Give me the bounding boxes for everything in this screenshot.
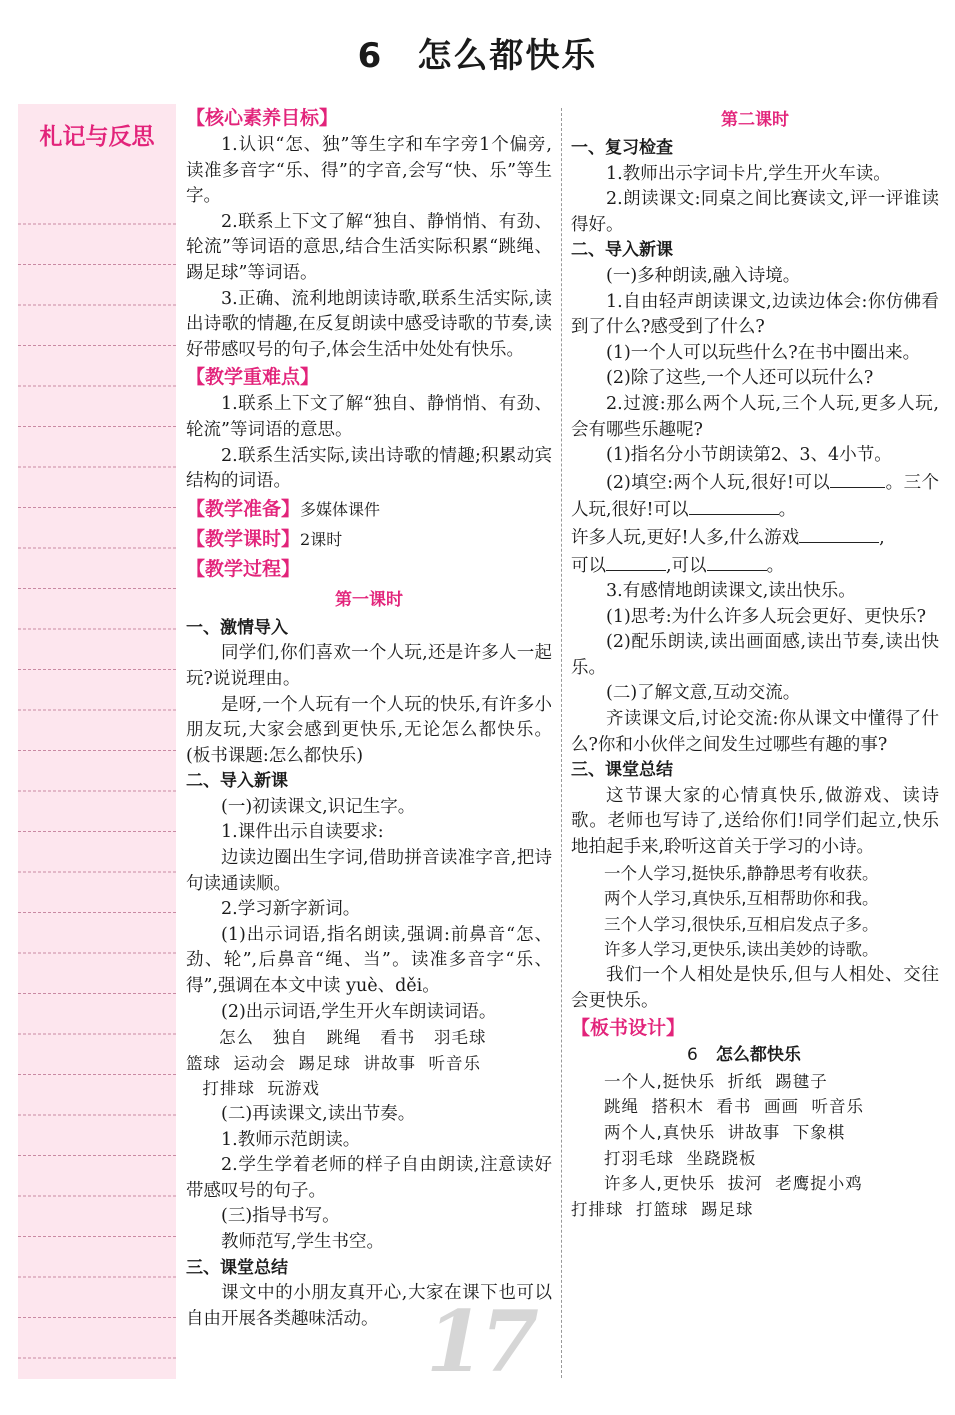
paragraph: 这节课大家的心情真快乐,做游戏、读诗歌。老师也写诗了,送给你们!同学们起立,快乐地拍起手来,聆听这首关于学习的小诗。 [571,785,939,858]
paragraph: 1.教师出示字词卡片,学生开火车读。 [606,163,891,184]
lesson-title: 怎么都快乐 [417,36,598,76]
column-divider [561,108,562,1378]
paragraph: (2)配乐朗读,读出画面感,读出节奏,读出快乐。 [571,632,939,678]
paragraph: 我们一个人相处是快乐,但与人相处、交往会更快乐。 [571,965,939,1011]
fill-blank [799,524,879,543]
prep-text: 多媒体课件 [300,499,381,519]
lesson-number: 6 [357,36,384,76]
paragraph: (1)一个人可以玩些什么?在书中圈出来。 [606,342,921,363]
fill-blank [606,552,666,571]
paragraph: 2.朗读课文:同桌之间比赛读文,评一评谁读得好。 [571,189,939,235]
fill-blank [689,496,779,515]
paragraph: 教师范写,学生书空。 [221,1231,385,1252]
board-line: 两个人,真快乐 讲故事 下象棋 [604,1122,846,1142]
section-heading: 二、导入新课 [571,240,673,261]
board-line: 一个人,挺快乐 折纸 踢毽子 [604,1071,828,1091]
notes-sidebar [18,104,176,1379]
fill-text: ,可以 [666,555,707,576]
fill-text: 可以 [571,555,606,576]
paragraph: 2.学习新字新词。 [221,899,361,920]
paragraph: 同学们,你们喜欢一个人玩,还是许多人一起玩?说说理由。 [186,643,552,689]
board-design-tag: 【板书设计】 [571,1017,686,1040]
goal-item: 1.认识“怎、独”等生字和车字旁1个偏旁,读准多音字“乐、得”的字音,会写“快、乐”等生字。 [186,135,552,207]
board-number: 6 [687,1045,698,1066]
paragraph: (二)再读课文,读出节奏。 [221,1104,416,1124]
paragraph: 2.学生学着老师的样子自由朗读,注意读好带感叹号的句子。 [186,1155,552,1201]
poem-line: 一个人学习,挺快乐,静静思考有收获。 [604,863,879,883]
left-text-column [186,104,552,1332]
paragraph: (1)思考:为什么许多人玩会更好、更快乐? [606,606,927,627]
page-number: 17 [426,1292,535,1391]
hours-text: 2课时 [300,529,343,549]
sidebar-title: 札记与反思 [39,124,155,150]
board-line: 许多人,更快乐 拔河 老鹰捉小鸡 [604,1174,863,1194]
board-line: 跳绳 搭积木 看书 画画 听音乐 [604,1097,864,1117]
goal-item: 3.正确、流利地朗读诗歌,联系生活实际,读出诗歌的情趣,在反复朗读中感受诗歌的节奏,读好带感叹号的句子,体会生活中处处有快乐。 [186,288,552,360]
key-points-tag: 【教学重难点】 [186,366,320,389]
key-point-item: 1.联系上下文了解“独自、静悄悄、有劲、轮流”等词语的意思。 [186,394,552,440]
fill-in-exercise [571,469,939,579]
paragraph: 3.有感情地朗读课文,读出快乐。 [606,581,856,602]
goal-item: 2.联系上下文了解“独自、静悄悄、有劲、轮流”等词语的意思,结合生活实际积累“跳绳、踢足球”等词语。 [186,211,552,283]
paragraph: 齐读课文后,讨论交流:你从课文中懂得了什么?你和小伙伴之间发生过哪些有趣的事? [571,709,939,755]
fill-text: 。三个人玩,很好!可以 [571,472,940,521]
section-heading: 三、课堂总结 [571,760,673,781]
paragraph: 1.课件出示自读要求: [221,822,384,843]
lesson-two-heading: 第二课时 [721,110,789,130]
prep-line [186,495,552,525]
fill-text: 。 [766,555,785,576]
paragraph: 2.过渡:那么两个人玩,三个人玩,更多人玩,会有哪些乐趣呢? [571,393,939,440]
paragraph: (一)多种朗读,融入诗境。 [606,265,801,286]
paragraph: 课文中的小朋友真开心,大家在课下也可以自由开展各类趣味活动。 [186,1283,552,1329]
paragraph: (1)出示词语,指名朗读,强调:前鼻音“怎、劲、轮”,后鼻音“绳、当”。读准多音字“乐、得”,强调在本文中读 yuè、děi。 [186,924,552,997]
section-heading: 一、复习检查 [571,138,673,158]
word-list: 打排球 玩游戏 [202,1079,320,1099]
prep-tag: 【教学准备】 [186,497,301,520]
word-list: 篮球 运动会 踢足球 讲故事 听音乐 [186,1053,481,1073]
goals-tag: 【核心素养目标】 [186,107,339,129]
note-lines [18,184,176,1374]
paragraph: (2)出示词语,学生开火车朗读词语。 [221,1001,497,1022]
board-line: 打排球 打篮球 踢足球 [571,1199,754,1219]
fill-text: , [879,527,885,548]
hours-line [186,525,552,555]
key-point-item: 2.联系生活实际,读出诗歌的情趣;积累动宾结构的词语。 [186,445,552,492]
section-heading: 三、课堂总结 [186,1257,288,1278]
fill-text: 。 [778,500,797,521]
paragraph: 是呀,一个人玩有一个人玩的快乐,有许多小朋友玩,大家会感到更快乐,无论怎么都快乐。(板书课题:怎么都快乐) [186,694,552,766]
hours-tag: 【教学课时】 [186,527,301,550]
section-heading: 一、激情导入 [186,617,288,638]
board-title [571,1043,939,1069]
fill-text: 许多人玩,更好!人多,什么游戏 [571,527,800,548]
paragraph: 1.自由轻声朗读课文,边读边体会:你仿佛看到了什么?感受到了什么? [571,291,939,338]
paragraph: (1)指名分小节朗读第2、3、4小节。 [606,445,892,466]
lesson-one-heading: 第一课时 [335,589,403,610]
word-list: 怎么 独自 跳绳 看书 羽毛球 [219,1028,487,1048]
page-title [0,28,955,77]
paragraph: 边读边圈出生字词,借助拼音读准字音,把诗句读通读顺。 [186,848,552,894]
section-heading: 二、导入新课 [186,771,288,792]
paragraph: (二)了解文意,互动交流。 [606,683,801,704]
paragraph: (一)初读课文,识记生字。 [221,796,416,817]
process-tag: 【教学过程】 [186,557,301,580]
right-text-column [571,104,939,1222]
fill-blank [707,552,767,571]
paragraph: 1.教师示范朗读。 [221,1129,361,1150]
poem-line: 许多人学习,更快乐,读出美妙的诗歌。 [604,940,879,960]
paragraph: (三)指导书写。 [221,1206,340,1227]
paragraph: (2)除了这些,一个人还可以玩什么? [606,368,874,389]
fill-blank [830,469,885,488]
board-line: 打羽毛球 坐跷跷板 [604,1148,757,1168]
board-title-text: 怎么都快乐 [715,1045,801,1066]
poem-line: 两个人学习,真快乐,互相帮助你和我。 [604,889,879,909]
fill-text: (2)填空:两个人玩,很好!可以 [606,472,831,493]
poem-line: 三个人学习,很快乐,互相启发点子多。 [604,914,879,934]
